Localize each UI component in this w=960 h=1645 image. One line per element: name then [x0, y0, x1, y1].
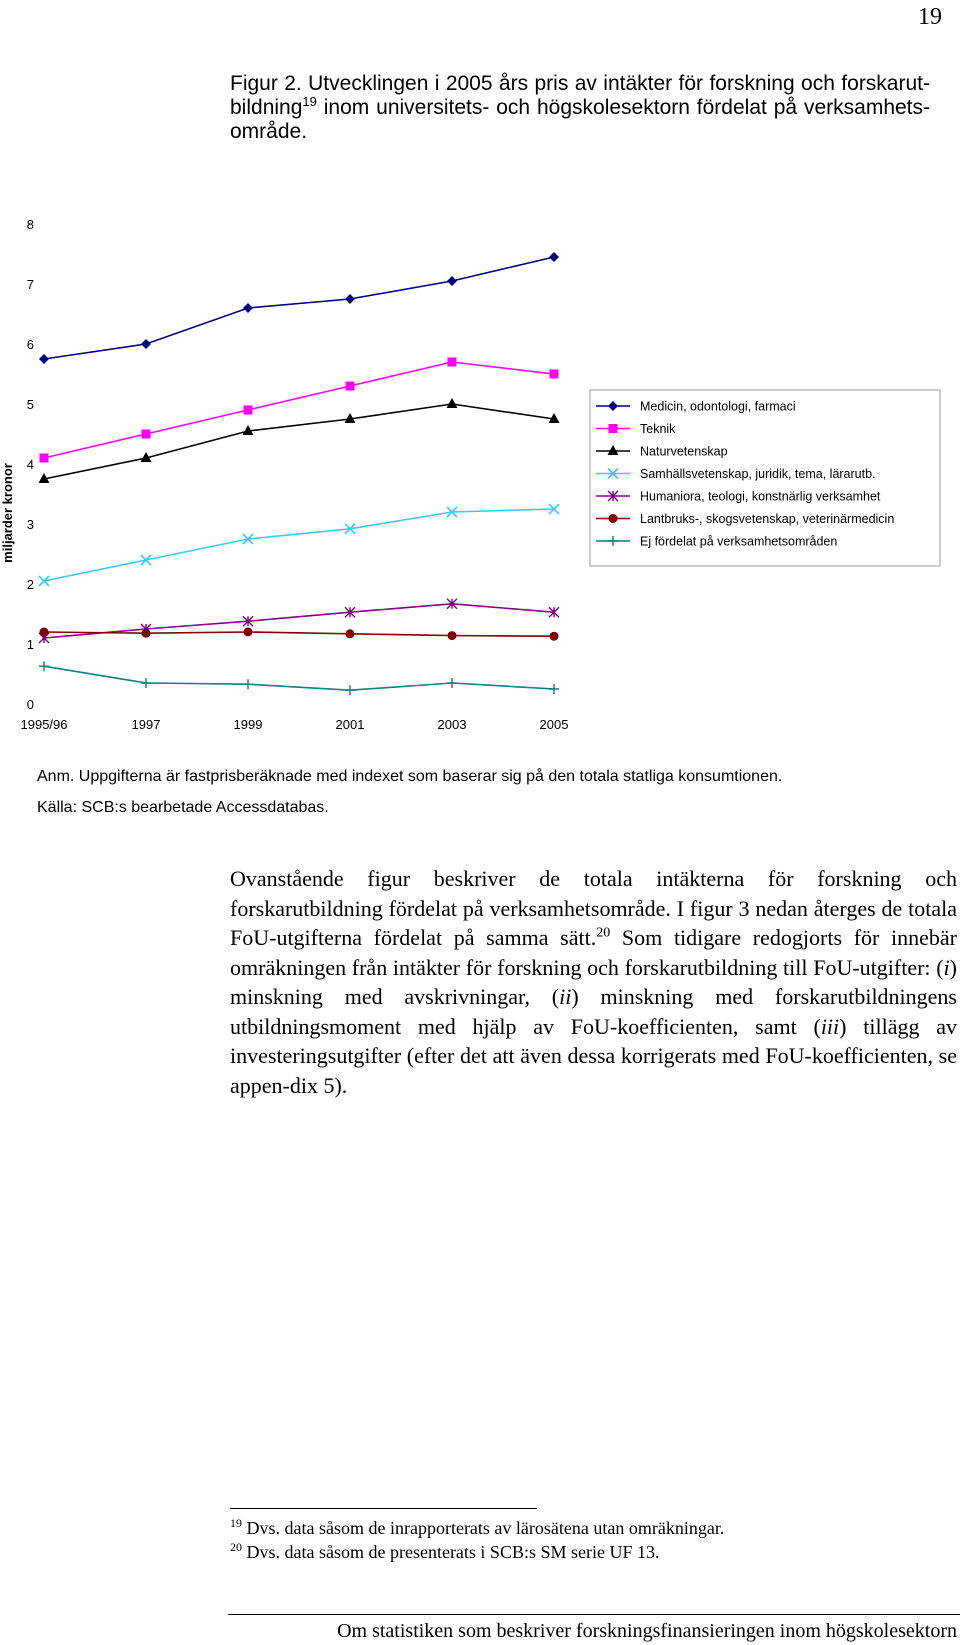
footnote-number: 19: [230, 1516, 242, 1530]
y-tick-label: 0: [26, 697, 34, 712]
y-tick-label: 4: [26, 457, 34, 472]
legend-label: Teknik: [640, 422, 676, 436]
legend-label: Ej fördelat på verksamhetsområden: [640, 534, 838, 549]
data-point: [244, 628, 253, 637]
y-tick-label: 7: [26, 277, 34, 292]
legend-item-6: [596, 512, 894, 526]
data-point: [346, 629, 355, 638]
figure-caption: [230, 72, 930, 144]
data-point: [39, 661, 49, 671]
footnote-20: [230, 1540, 659, 1563]
caption-prefix: Figur 2. Utvecklingen i 2005 års pris av intäkter för forskning och forskarut-bildning: [230, 72, 930, 119]
data-point: [447, 398, 458, 408]
y-tick-label: 3: [26, 517, 34, 532]
y-axis-label: miljarder kronor: [0, 463, 15, 563]
body-paragraph: [230, 864, 957, 1100]
y-tick-label: 2: [26, 577, 34, 592]
data-point: [141, 339, 151, 349]
data-point: [549, 252, 559, 262]
x-tick-label: 2005: [539, 717, 569, 732]
series-2: [40, 358, 559, 463]
data-point: [142, 430, 151, 439]
data-point: [550, 632, 559, 641]
data-point: [244, 406, 253, 415]
data-point: [448, 631, 457, 640]
data-point: [243, 303, 253, 313]
page-number: 19: [918, 4, 942, 30]
body-part-2: Som tidigare redogjorts för innebär omräkningen från intäkter för forskning och forskarutbildning till FoU-utgifter: (: [230, 925, 957, 980]
data-point: [142, 629, 151, 638]
legend-label: Naturvetenskap: [640, 444, 728, 459]
series-6: [40, 628, 559, 641]
legend-label: Humaniora, teologi, konstnärlig verksamhet: [640, 489, 881, 504]
body-item-iii: iii: [820, 1013, 840, 1039]
legend-label: Samhällsvetenskap, juridik, tema, lärarutb.: [640, 467, 876, 481]
chart-legend: [590, 390, 940, 566]
series-line: [44, 632, 554, 636]
legend-marker: [609, 514, 618, 523]
chart-note: Anm. Uppgifterna är fastprisberäknade med indexet som baserar sig på den totala statliga konsumtionen.: [37, 768, 783, 785]
x-tick-label: 2003: [437, 717, 467, 732]
series-line: [44, 509, 554, 581]
body-part-4: ) minskning med forskarutbildningens utbildningsmoment med hjälp av FoU-koefficienten, samt (: [230, 984, 957, 1039]
body-part-5: ) tillägg av investeringsutgifter (efter det att även dessa korrigerats med FoU-koefficienten, se appen-dix 5).: [230, 1013, 957, 1098]
data-point: [40, 454, 49, 463]
y-tick-label: 6: [26, 337, 34, 352]
series-line: [44, 257, 554, 359]
x-tick-label: 1995/96: [20, 717, 68, 732]
chart-source: Källa: SCB:s bearbetade Accessdatabas.: [37, 799, 329, 816]
footnote-number: 20: [230, 1540, 242, 1554]
legend-label: Medicin, odontologi, farmaci: [640, 399, 796, 414]
footnote-19: [230, 1516, 724, 1539]
data-point: [345, 685, 355, 695]
legend-marker: [609, 424, 618, 433]
series-line: [44, 666, 554, 690]
series-1: [39, 252, 559, 364]
data-point: [447, 276, 457, 286]
data-point: [141, 678, 151, 688]
footnote-text: Dvs. data såsom de presenterats i SCB:s SM serie UF 13.: [246, 1542, 660, 1562]
footnote-divider: [230, 1508, 537, 1509]
data-point: [550, 370, 559, 379]
caption-footnote-ref: 19: [302, 94, 317, 109]
data-point: [346, 382, 355, 391]
y-tick-label: 1: [26, 637, 34, 652]
y-tick-label: 8: [26, 217, 34, 232]
series-line: [44, 404, 554, 479]
line-chart: [0, 200, 960, 740]
data-point: [448, 358, 457, 367]
body-part-1: Ovanstående figur beskriver de totala intäkterna för forskning och forskarutbildning fördelat på verksamhetsområde. I figur 3 nedan återges de totala FoU-utgifterna fördelat på samma sätt.: [230, 866, 957, 950]
page-footer: Om statistiken som beskriver forskningsfinansieringen inom högskolesektorn: [337, 1620, 957, 1642]
data-point: [447, 678, 457, 688]
data-point: [345, 294, 355, 304]
data-point: [243, 679, 253, 689]
x-tick-label: 1997: [131, 717, 161, 732]
footnote-text: Dvs. data såsom de inrapporterats av lärosätena utan omräkningar.: [246, 1518, 725, 1538]
data-point: [39, 354, 49, 364]
x-tick-label: 2001: [335, 717, 365, 732]
y-tick-label: 5: [26, 397, 34, 412]
body-item-ii: ii: [559, 984, 572, 1009]
data-point: [40, 628, 49, 637]
data-point: [549, 684, 559, 694]
footer-divider: [228, 1614, 960, 1615]
body-part-3: ) minskning med avskrivningar, (: [230, 954, 957, 1009]
body-footnote-ref: 20: [596, 925, 611, 941]
caption-suffix: inom universitets- och högskolesektorn fördelat på verksamhets-område.: [230, 96, 930, 143]
series-4: [39, 504, 559, 586]
x-tick-label: 1999: [233, 717, 263, 732]
body-item-i: i: [943, 954, 950, 980]
series-line: [44, 362, 554, 458]
series-7: [39, 661, 559, 695]
legend-label: Lantbruks-, skogsvetenskap, veterinärmedicin: [640, 512, 895, 526]
